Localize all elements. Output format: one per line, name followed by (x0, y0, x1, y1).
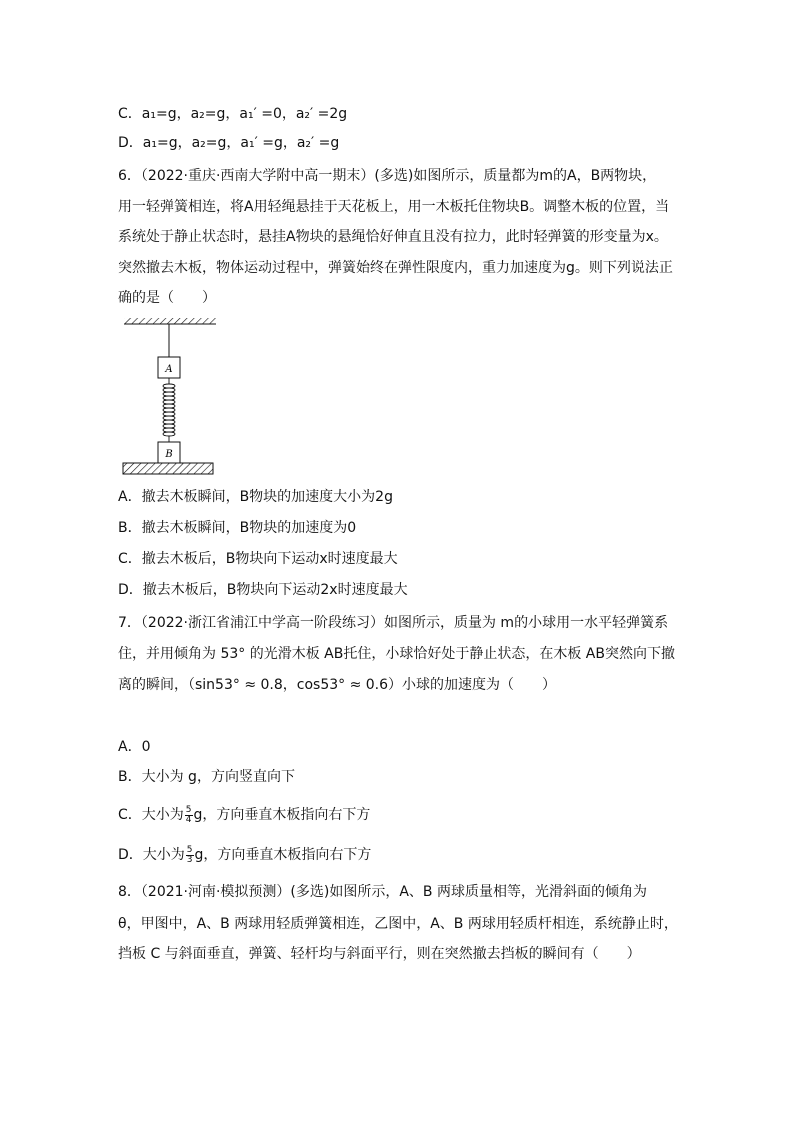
spring-blocks-figure (118, 316, 222, 478)
q7-option-d-suffix: g，方向垂直木板指向右下方 (194, 847, 372, 863)
fraction-numerator: 5 (185, 804, 192, 815)
q6-stem-line-3: 系统处于静止状态时，悬挂A物块的悬绳恰好伸直且没有拉力，此时轻弹簧的形变量为x。 (118, 229, 668, 245)
q8-stem-line-3: 挡板 C 与斜面垂直，弹簧、轻杆均与斜面平行，则在突然撤去挡板的瞬间有（ ） (118, 946, 641, 962)
fraction-denominator: 3 (186, 854, 193, 865)
q8-stem-line-1: 8．（2021·河南·模拟预测）(多选)如图所示，A、B 两球质量相等，光滑斜面的倾角为 (118, 884, 647, 900)
q7-option-a: A．0 (118, 739, 151, 755)
wooden-board (123, 463, 213, 474)
block-b-label: B (165, 449, 173, 460)
block-a (158, 357, 180, 378)
q7-stem-line-3: 离的瞬间，（sin53° ≈ 0.8，cos53° ≈ 0.6）小球的加速度为（ ） (118, 677, 557, 693)
q7-option-d-fraction (186, 846, 194, 865)
q5-option-c: C．a₁=g，a₂=g，a₁′ =0，a₂′ =2g (118, 106, 348, 122)
q8-stem-line-2: θ，甲图中，A、B 两球用轻质弹簧相连，乙图中，A、B 两球用轻质杆相连，系统静止时， (118, 916, 678, 932)
ceiling (124, 318, 216, 324)
fraction-denominator: 4 (185, 814, 192, 825)
q6-stem-line-5: 确的是（ ） (118, 290, 216, 306)
q7-option-b: B．大小为 g，方向竖直向下 (118, 769, 295, 785)
q6-stem-line-2: 用一轻弹簧相连，将A用轻绳悬挂于天花板上，用一木板托住物块B。调整木板的位置，当 (118, 199, 670, 215)
q6-stem-line-1: 6．（2022·重庆·西南大学附中高一期末）(多选)如图所示，质量都为m的A，B两物块， (118, 168, 657, 184)
fraction-numerator: 5 (186, 844, 193, 855)
q7-option-c (118, 805, 370, 825)
q6-option-c: C．撤去木板后，B物块向下运动x时速度最大 (118, 551, 398, 567)
block-a-label: A (165, 364, 173, 375)
spring (163, 378, 175, 442)
q7-option-c-fraction (185, 806, 193, 825)
q7-option-d-prefix: D．大小为 (118, 847, 185, 863)
q7-option-d (118, 845, 371, 865)
q5-option-d: D．a₁=g，a₂=g，a₁′ =g，a₂′ =g (118, 135, 340, 151)
q6-stem-line-4: 突然撤去木板，物体运动过程中，弹簧始终在弹性限度内，重力加速度为g。则下列说法正 (118, 260, 673, 276)
q7-option-c-prefix: C．大小为 (118, 807, 184, 823)
q6-option-d: D．撤去木板后，B物块向下运动2x时速度最大 (118, 582, 408, 598)
q7-option-c-suffix: g，方向垂直木板指向右下方 (193, 807, 371, 823)
q6-option-a: A．撤去木板瞬间，B物块的加速度大小为2g (118, 489, 393, 505)
block-b (158, 442, 180, 463)
q7-stem-line-2: 住，并用倾角为 53° 的光滑木板 AB托住，小球恰好处于静止状态，在木板 AB突然向下撤 (118, 646, 675, 662)
q6-option-b: B．撤去木板瞬间，B物块的加速度为0 (118, 520, 357, 536)
q7-stem-line-1: 7．（2022·浙江省浦江中学高一阶段练习）如图所示，质量为 m的小球用一水平轻弹簧系 (118, 615, 669, 631)
